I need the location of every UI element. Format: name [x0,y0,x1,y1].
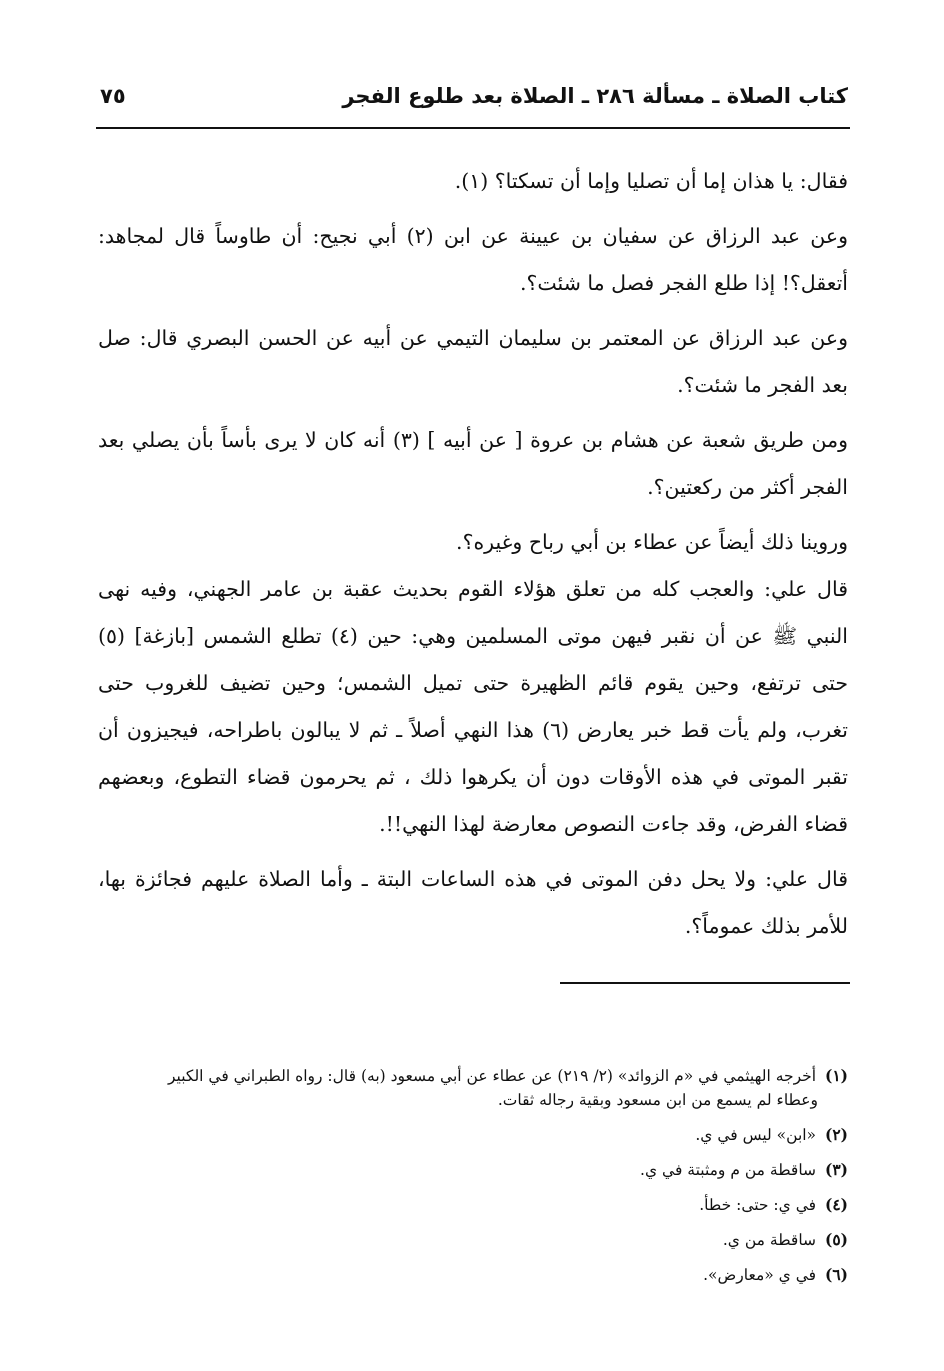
paragraph-5: وروينا ذلك أيضاً عن عطاء بن أبي رباح وغيره؟. [456,530,848,554]
paragraph-1: فقال: يا هذان إما أن تصليا وإما أن تسكتا؟ (١). [454,169,848,193]
footnote-text: أخرجه الهيثمي في «م الزوائد» (٢/ ٢١٩) عن عطاء عن أبي مسعود (به) قال: رواه الطبراني في الكبير [167,1067,817,1085]
paragraph-4: ومن طريق شعبة عن هشام بن عروة [ عن أبيه ] (٣) أنه كان لا يرى بأساً بأن يصلي بعد الفجر أكثر من ركعتين؟. [98,428,848,499]
footnote-text: ساقطة من م ومثبتة في ي. [640,1161,817,1179]
running-header [96,78,848,122]
paragraph-2: وعن عبد الرزاق عن سفيان بن عيينة عن ابن (٢) أبي نجيح: أن طاوساً قال لمجاهد: أتعقل؟! إذا طلع الفجر فصل ما شئت؟. [98,224,849,295]
footnote-number: (٦) [824,1265,848,1284]
footnote-continuation: وعطاء لم يسمع من ابن مسعود وبقية رجاله ثقات. [497,1091,818,1109]
footnote-number: (١) [824,1066,848,1085]
footnote-text: ساقطة من ي. [722,1231,817,1249]
footnote-text: في ي «معارض». [703,1266,817,1284]
running-header-title: كتاب الصلاة ـ مسألة ٢٨٦ ـ الصلاة بعد طلوع الفجر [342,84,848,108]
footnote-5 [98,1228,848,1252]
footnote-number: (٢) [824,1125,848,1144]
footnote-6 [98,1263,848,1287]
footnote-text: في ي: حتى: خطأ. [699,1196,817,1214]
footnote-number: (٥) [824,1230,848,1249]
footnotes [98,1064,848,1298]
footnote-1 [98,1064,848,1112]
footnote-2 [98,1123,848,1147]
header-divider [96,127,850,129]
paragraph-7: قال علي: ولا يحل دفن الموتى في هذه الساعات البتة ـ وأما الصلاة عليهم فجائزة بها، للأمر بذلك عموماً؟. [98,867,848,938]
paragraph-6: قال علي: والعجب كله من تعلق هؤلاء القوم بحديث عقبة بن عامر الجهني، وفيه نهى النبي ﷺ عن أن نقبر فيهن موتى المسلمين وهي: حين (٤) تطلع الشمس [بازغة] (٥) حتى ترتفع، وحين يقوم قائم الظهيرة حتى تميل الشمس؛ وحين تضيف للغروب حتى تغرب، ولم يأت قط خبر يعارض (٦) هذا النهي أصلاً ـ ثم لا يبالون باطراحه، فيجيزون أن تقبر الموتى في هذه الأوقات دون أن يكرهوا ذلك ، ثم يحرمون قضاء التطوع، وبعضهم قضاء الفرض، وقد جاءت النصوص معارضة لهذا النهي!!. [98,577,848,836]
paragraph-3: وعن عبد الرزاق عن المعتمر بن سليمان التيمي عن أبيه عن الحسن البصري قال: صل بعد الفجر ما شئت؟. [98,326,848,397]
page-number: ٧٥ [100,84,126,108]
footnote-number: (٤) [824,1195,848,1214]
footnote-4 [98,1193,848,1217]
main-text [98,158,848,958]
footnote-number: (٣) [824,1160,848,1179]
footnote-divider [560,982,850,984]
footnote-3 [98,1158,848,1182]
footnote-text: «ابن» ليس في ي. [695,1126,817,1144]
